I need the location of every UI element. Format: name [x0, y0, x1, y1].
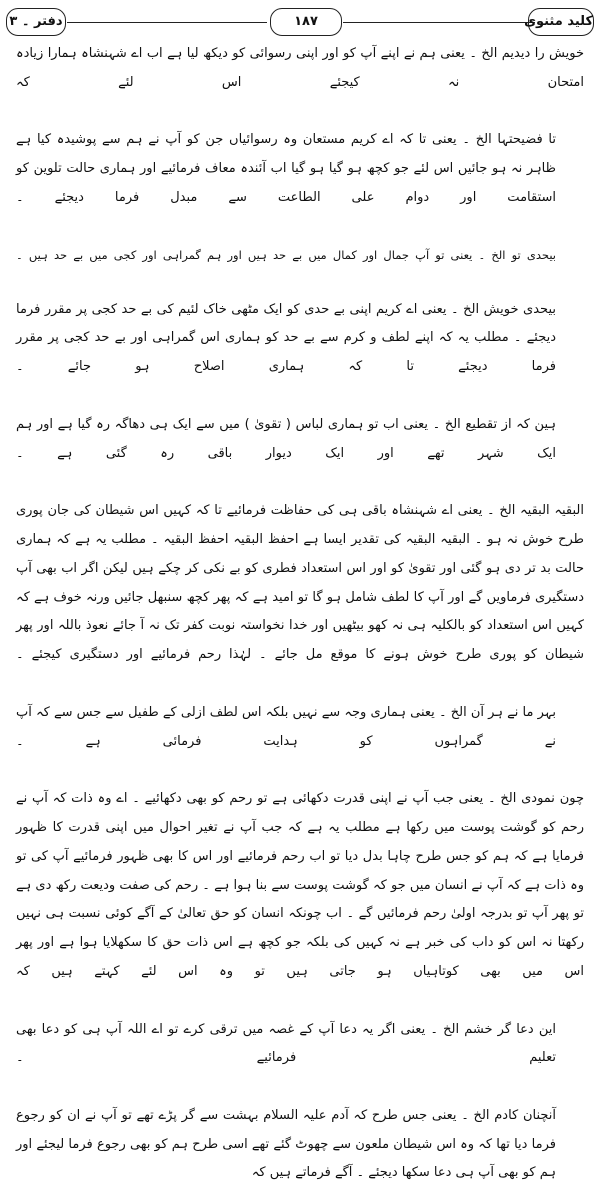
paragraph-7: بہر ما نے ہر آن الخ ۔ یعنی ہماری وجہ سے نہیں بلکہ اس لطف ازلی کے طفیل سے جس سے کہ آپ نے گمراہوں کو ہدایت فرمائی ہے ۔ — [16, 704, 556, 749]
paragraph-1: خویش را دیدیم الخ ۔ یعنی ہم نے اپنے آپ کو اور اپنی رسوائی کو دیکھ لیا ہے اب اے شہنشاہ ہمارا زیادہ امتحان نہ کیجئے اس لئے کہ — [16, 46, 584, 90]
paragraph-9: این دعا گر خشم الخ ۔ یعنی اگر یہ دعا آپ کے غصہ میں ترقی کرے تو اے اللہ آپ ہی کو دعا بھی تعلیم فرمائیے ۔ — [16, 1021, 556, 1066]
volume-label: دفتر ۔ ۳ — [6, 8, 66, 36]
paragraph-4: بیحدی خویش الخ ۔ یعنی اے کریم اپنی بے حدی کو ایک مٹھی خاک لئیم کی بے حد کجی پر مقرر فرما دیجئے ۔ مطلب یہ کہ اپنے لطف و کرم سے بے حد کو ہماری اس گمراہی اور بے حد کجی پر مقرر فرما دیجئے تا کہ ہماری اصلاح ہو جائے ۔ — [16, 301, 556, 375]
paragraph-6: البقیہ البقیہ الخ ۔ یعنی اے شہنشاہ باقی ہی کی حفاظت فرمائیے تا کہ کہیں اس شیطان کی جان پوری طرح خوش نہ ہو ۔ البقیہ البقیہ کی تقدیر ایسا ہے احفظ البقیہ احفظ البقیہ ۔ مطلب یہ ہے کہ ہماری حالت بد تر دی ہو گئی اور تقویٰ کو اور اس استعداد فطری کو بے نکی کر چکے ہیں لیکن اگر اب بھی آپ دستگیری فرماویں گے اور آپ کا لطف شامل ہو گا تو امید ہے کہ پھر کچھ سنبھل جائیں ورنہ خوف ہے کہ کہیں اس استعداد کو بالکلیہ ہی نہ کھو بیٹھیں اور خدا نخواستہ نوبت کفر تک نہ آ جائے نعوذ باللہ اور پھر شیطان کو پوری طرح خوش ہونے کا موقع مل جائے ۔ لہٰذا رحم فرمائیے اور دستگیری کیجئے ۔ — [16, 503, 584, 663]
paragraph-8: چون نمودی الخ ۔ یعنی جب آپ نے اپنی قدرت دکھائی ہے تو رحم کو بھی دکھائیے ۔ اے وہ ذات کہ آپ نے رحم کو گوشت پوست میں رکھا ہے مطلب یہ ہے کہ جب آپ نے تغیر احوال میں اپنی قدرت کا ظہور فرمایا ہے کہ ہم کو جس طرح چاہا بدل دیا تو اب رحم فرمائیے اور اس کا بھی ظہور فرمائیے آپ کی تو وہ ذات ہے کہ آپ نے انسان میں جو کہ گوشت پوست سے بنا ہوا ہے ۔ رحم کی صفت ودیعت رکھ دی ہے تو پھر آپ تو بدرجہ اولیٰ رحم فرمائیں گے ۔ اب چونکہ انسان کو حق تعالیٰ کے آگے کوئی نسبت ہی نہیں رکھتا نہ اس کو داب کی خبر ہے نہ کہیں کی بلکہ جو کچھ ہے اس ذات حق کا سکھلایا ہوا ہے اور پھر اس میں بھی کوتاہیاں ہو جاتی ہیں تو وہ اس لئے کہتے ہیں کہ — [16, 791, 584, 979]
paragraph-2: تا فضیحتہا الخ ۔ یعنی تا کہ اے کریم مستعان وہ رسوائیاں جن کو آپ نے ہم سے پوشیدہ کیا ہے ظاہر نہ ہو جائیں اس لئے جو کچھ ہو گیا ہو گیا اب آئندہ معاف فرمائیے اور ہماری حالت تلوین کو استقامت اور دوام علی الطاعت سے مبدل فرما دیجئے ۔ — [16, 132, 556, 205]
paragraph-5: ہین کہ از تقطیع الخ ۔ یعنی اب تو ہماری لباس ( تقویٰ ) میں سے ایک ہی دھاگہ رہ گیا ہے اور ہم ایک شہر تھے اور ایک دیوار باقی رہ گئی ہے ۔ — [16, 416, 556, 461]
paragraph-3: بیحدی تو الخ ۔ یعنی تو آپ جمال اور کمال میں بے حد ہیں اور ہم گمراہی اور کجی میں بے حد ہیں ۔ — [16, 247, 556, 262]
page-number: ۱۸۷ — [270, 8, 342, 36]
header-rule-left — [67, 22, 267, 23]
paragraph-10: آنچنان کادم الخ ۔ یعنی جس طرح کہ آدم علیہ السلام بہشت سے گر پڑے تھے تو آپ نے ان کو رجوع فرما دیا تھا کہ وہ اس شیطان ملعون سے چھوٹ گئے تھے اسی طرح ہم کو بھی رجوع فرما لیجئے اور ہم کو بھی آپ ہی دعا سکھا دیجئے ۔ آگے فرماتے ہیں کہ — [16, 1107, 556, 1181]
page-header — [6, 6, 594, 42]
header-rule-right — [343, 22, 535, 23]
page-body — [16, 40, 584, 1188]
book-title: کلید مثنوی — [528, 8, 594, 36]
